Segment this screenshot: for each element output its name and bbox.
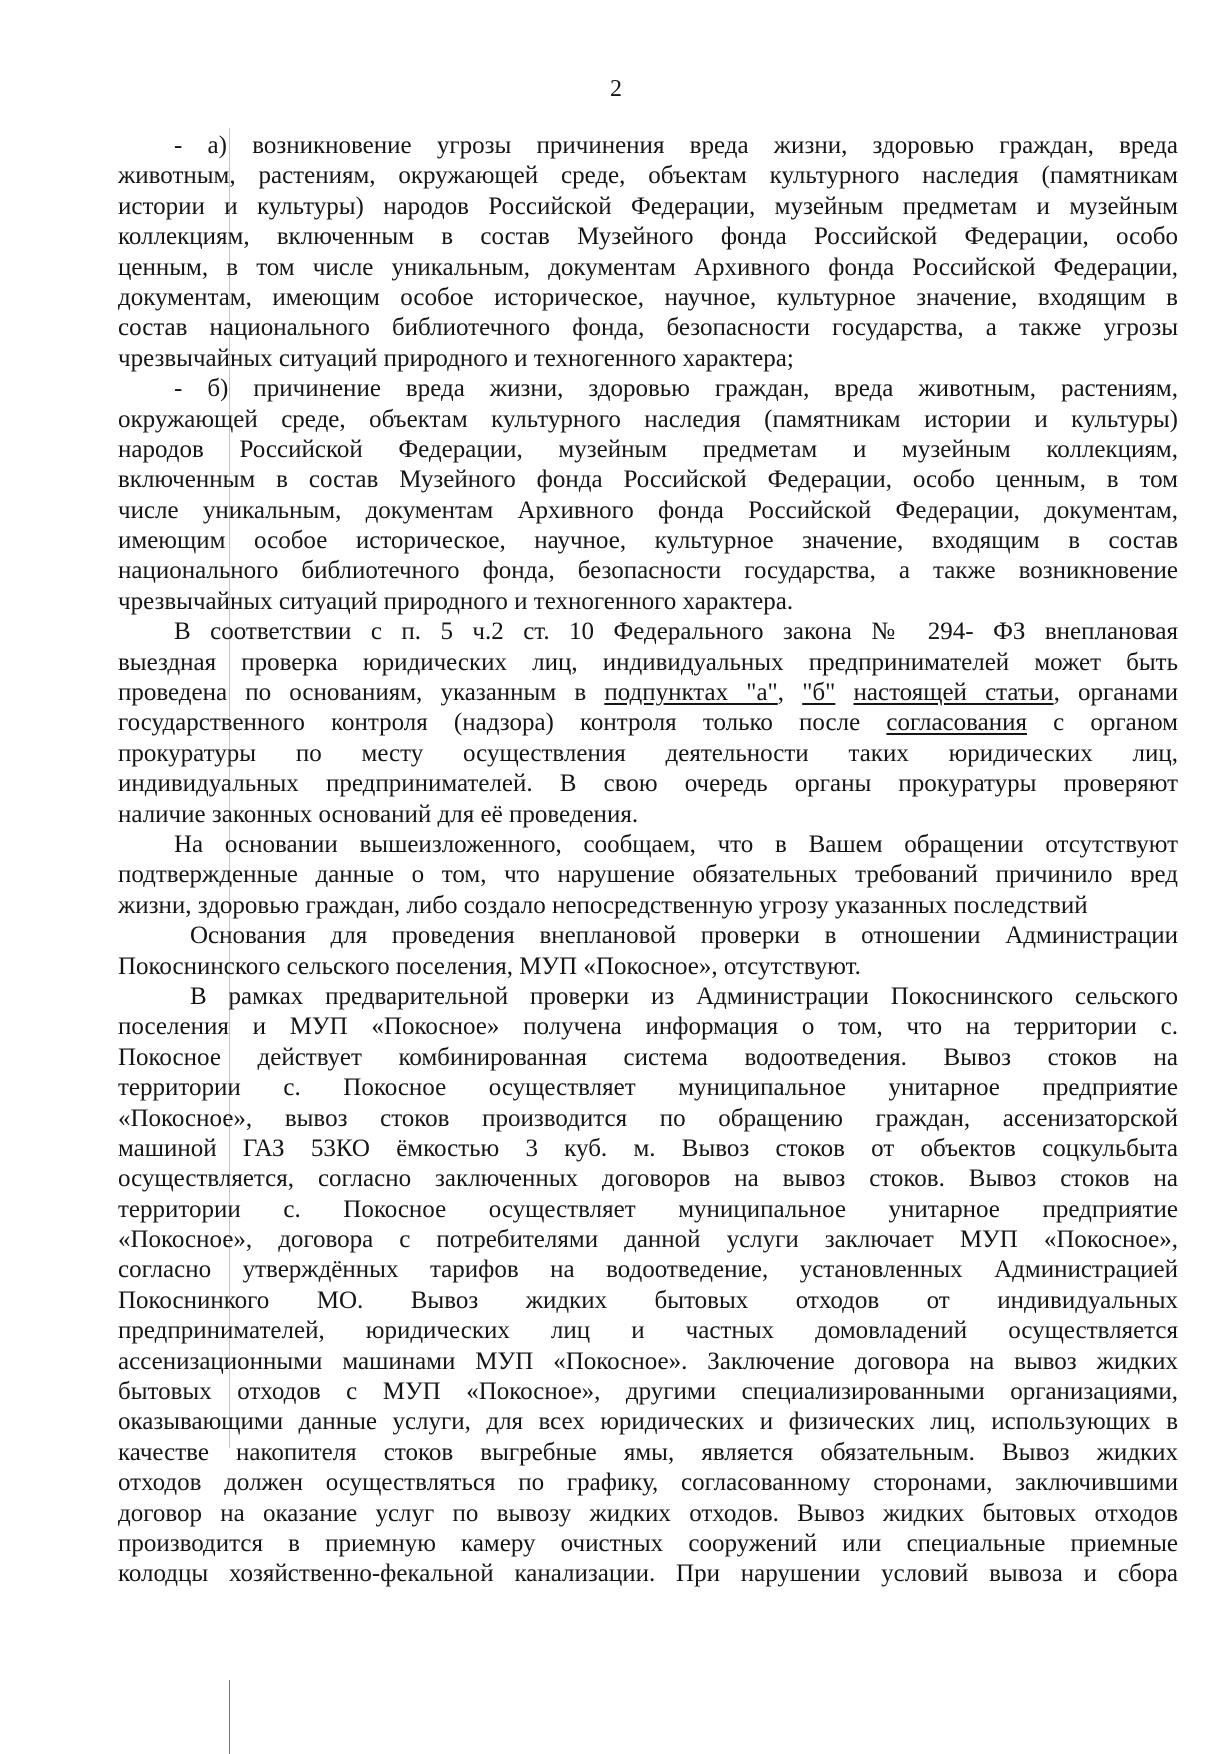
text-line: колодцы хозяйственно-фекальной канализации. При нарушении условий вывоза и сбора: [118, 1560, 1178, 1588]
paragraph: [118, 131, 1178, 374]
text-line: включенным в состав Музейного фонда Российской Федерации, особо ценным, в том: [118, 466, 1178, 494]
text-line: чрезвычайных ситуаций природного и техногенного характера;: [118, 344, 794, 372]
text-line: Покосное действует комбинированная система водоотведения. Вывоз стоков на: [118, 1043, 1178, 1071]
underlined-reference: настоящей статьи: [853, 679, 1054, 707]
text-line: документам, имеющим особое историческое, научное, культурное значение, входящим в: [118, 283, 1178, 311]
body-text: [118, 131, 1178, 1590]
text-line: территории с. Покосное осуществляет муниципальное унитарное предприятие: [118, 1074, 1178, 1102]
paragraph: [118, 374, 1178, 617]
text-line: Основания для проведения внеплановой проверки в отношении Администрации: [190, 922, 1178, 950]
text-segment: проведена по основаниям, указанным в: [118, 679, 605, 707]
page-number: 2: [610, 76, 622, 102]
text-line: «Покосное», договора с потребителями данной услуги заключает МУП «Покосное»,: [118, 1226, 1178, 1254]
text-line: - а) возникновение угрозы причинения вреда жизни, здоровью граждан, вреда: [174, 132, 1178, 159]
text-line: подтвержденные данные о том, что нарушение обязательных требований причинило вред: [118, 861, 1178, 889]
text-line: числе уникальным, документам Архивного фонда Российской Федерации, документам,: [118, 496, 1178, 524]
text-line: ценным, в том числе уникальным, документам Архивного фонда Российской Федерации,: [118, 253, 1178, 281]
paragraph: [118, 617, 1178, 830]
text-line: оказывающими данные услуги, для всех юридических и физических лиц, использующих в: [118, 1408, 1178, 1436]
text-line: окружающей среде, объектам культурного наследия (памятникам истории и культуры): [118, 405, 1178, 433]
text-line: В рамках предварительной проверки из Администрации Покоснинского сельского: [190, 982, 1178, 1010]
text-line: предпринимателей, юридических лиц и частных домовладений осуществляется: [118, 1317, 1178, 1345]
text-line: животным, растениям, окружающей среде, объектам культурного наследия (памятникам: [118, 162, 1178, 190]
text-line: народов Российской Федерации, музейным предметам и музейным коллекциям,: [118, 435, 1178, 463]
text-line: - б) причинение вреда жизни, здоровью граждан, вреда животным, растениям,: [174, 375, 1178, 403]
paragraph: [118, 982, 1178, 1590]
text-line: [118, 708, 1178, 738]
text-line: ассенизационными машинами МУП «Покосное». Заключение договора на вывоз жидких: [118, 1347, 1178, 1375]
text-line: индивидуальных предпринимателей. В свою очередь органы прокуратуры проверяют: [118, 770, 1178, 798]
text-line: производится в приемную камеру очистных сооружений или специальные приемные: [118, 1529, 1178, 1557]
text-line: Покоснинского сельского поселения, МУП «Покосное», отсутствуют.: [118, 952, 861, 980]
underlined-reference: "б": [802, 679, 836, 707]
underlined-reference: подпунктах "а": [604, 679, 778, 707]
text-line: выездная проверка юридических лиц, индивидуальных предпринимателей может быть: [118, 648, 1178, 676]
text-line: Покоснинкого МО. Вывоз жидких бытовых отходов от индивидуальных: [118, 1286, 1178, 1314]
text-line: территории с. Покосное осуществляет муниципальное унитарное предприятие: [118, 1195, 1178, 1223]
text-line: бытовых отходов с МУП «Покосное», другими специализированными организациями,: [118, 1378, 1178, 1406]
text-line: поселения и МУП «Покосное» получена информация о том, что на территории с.: [118, 1013, 1178, 1041]
text-line: состав национального библиотечного фонда, безопасности государства, а также угрозы: [118, 314, 1178, 342]
text-segment: государственного контроля (надзора) контроля только после: [118, 709, 887, 737]
text-line: национального библиотечного фонда, безопасности государства, а также возникновение: [118, 557, 1178, 585]
text-line: договор на оказание услуг по вывозу жидких отходов. Вывоз жидких бытовых отходов: [118, 1499, 1178, 1527]
text-line: прокуратуры по месту осуществления деятельности таких юридических лиц,: [118, 739, 1178, 767]
text-line: имеющим особое историческое, научное, культурное значение, входящим в состав: [118, 527, 1178, 555]
text-line: истории и культуры) народов Российской Федерации, музейным предметам и музейным: [118, 192, 1178, 220]
text-line: На основании вышеизложенного, сообщаем, что в Вашем обращении отсутствуют: [174, 830, 1178, 858]
text-line: наличие законных оснований для её проведения.: [118, 800, 639, 828]
text-line: чрезвычайных ситуаций природного и техногенного характера.: [118, 587, 794, 615]
text-segment: , органами: [1053, 679, 1179, 707]
paragraph: [118, 921, 1178, 982]
paragraph: [118, 830, 1178, 921]
text-line: качестве накопителя стоков выгребные ямы, является обязательным. Вывоз жидких: [118, 1438, 1178, 1466]
text-line: [118, 678, 1178, 708]
scan-artifact-line: [229, 1680, 230, 1754]
text-line: машиной ГАЗ 53КО ёмкостью 3 куб. м. Вывоз стоков от объектов соцкульбыта: [118, 1134, 1178, 1162]
text-line: согласно утверждённых тарифов на водоотведение, установленных Администрацией: [118, 1256, 1178, 1284]
scan-artifact-line: [229, 128, 230, 1448]
text-segment: ,: [777, 679, 803, 707]
text-line: жизни, здоровью граждан, либо создало непосредственную угрозу указанных последствий: [118, 891, 1088, 919]
text-line: коллекциям, включенным в состав Музейного фонда Российской Федерации, особо: [118, 223, 1178, 251]
text-line: отходов должен осуществляться по графику, согласованному сторонами, заключившими: [118, 1469, 1178, 1497]
text-segment: с органом: [1026, 709, 1179, 737]
text-line: «Покосное», вывоз стоков производится по обращению граждан, ассенизаторской: [118, 1104, 1178, 1132]
text-segment: [835, 679, 853, 706]
underlined-reference: согласования: [886, 709, 1027, 737]
text-line: осуществляется, согласно заключенных договоров на вывоз стоков. Вывоз стоков на: [118, 1165, 1178, 1193]
text-line: В соответствии с п. 5 ч.2 ст. 10 Федерального закона № 294- ФЗ внеплановая: [174, 618, 1178, 646]
